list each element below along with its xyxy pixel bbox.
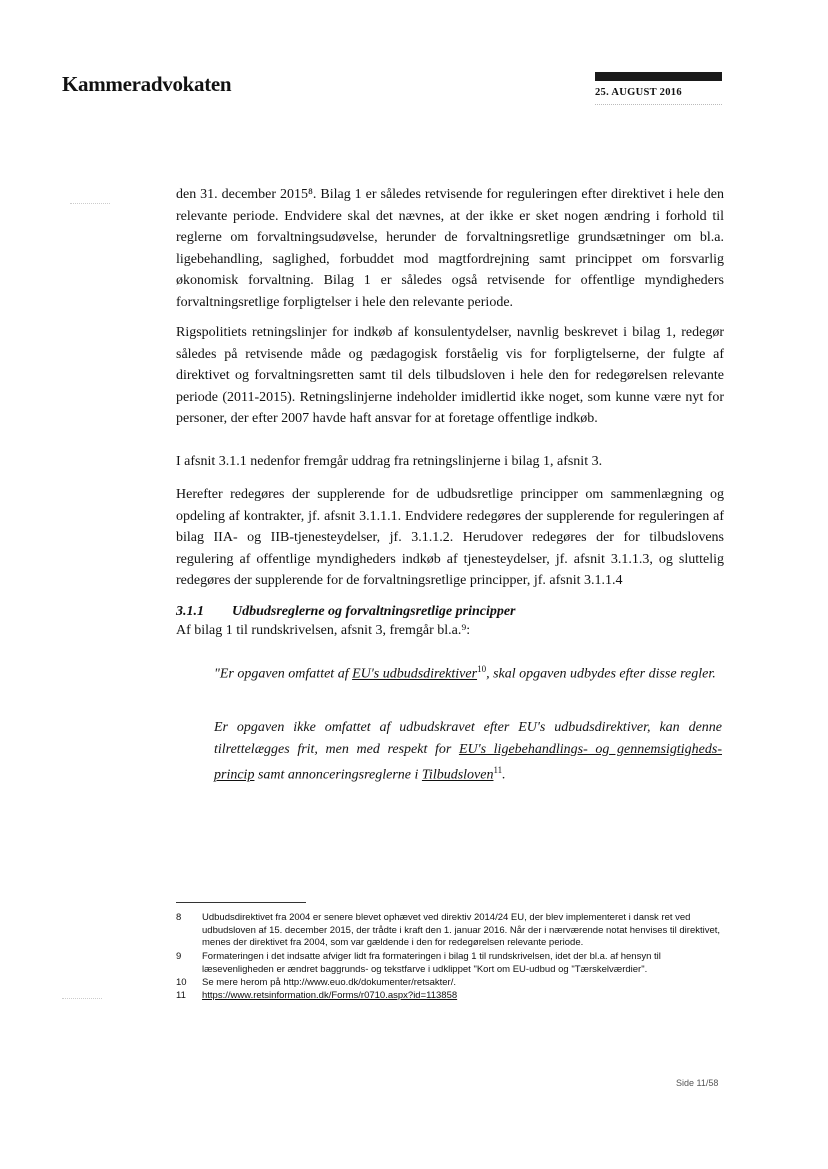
divider: [70, 203, 110, 204]
footnote-text: Formateringen i det indsatte afviger lidt fra formateringen i bilag 1 til rundskrivelsen, idet der bl.a. af hensyn til læsevenligheden er ændret baggrunds- og tekstfarve i udklippet "Kort om EU-udbud og "Tærskelværdier".: [202, 951, 661, 975]
logo: Kammeradvokaten: [62, 72, 232, 96]
block-quote: [214, 659, 722, 685]
quote-text: .: [502, 767, 506, 783]
quote-text: "Er opgaven omfattet af: [214, 666, 353, 682]
divider: [595, 104, 722, 105]
section-intro: Af bilag 1 til rundskrivelsen, afsnit 3, fremgår bl.a.⁹:: [176, 623, 471, 638]
quote-text: samt annonceringsreglerne i: [254, 767, 422, 783]
footnote: [176, 912, 724, 950]
footnote-mark: 9: [176, 951, 182, 962]
paragraph: Rigspolitiets retningslinjer for indkøb af konsulentydelser, navnlig beskrevet i bilag 1, redegør således på retvisende måde og pædagogisk forståelig vis for forpligtelserne, der fulgte af direktivet og forvaltningsretten samt til dels tilbudsloven i hele den for redegørelsen relevante periode (2011-2015). Retningslinjerne indeholder imidlertid ikke noget, som kunne være nyt for personer, der efter 2007 havde haft ansvar for at foretage offentlige indkøb.: [176, 325, 724, 427]
paragraph: den 31. december 2015⁸. Bilag 1 er således retvisende for reguleringen efter direktivet i hele den relevante periode. Endvidere skal det nævnes, at der ikke er sket nogen ændring i forhold til reglerne om forvaltningsudøvelse, herunder de forvaltningsretlige grundsætninger om bl.a. ligebehandling, saglighed, forbuddet mod magtfordrejning samt princippet om forsvarlig økonomisk forvaltning. Bilag 1 er således også retvisende for offentlige myndigheders forvaltningsretlige forpligtelser i hele den relevante periode.: [176, 187, 724, 310]
block-quote: [214, 717, 722, 786]
quote-text: Er opgaven ikke omfattet af udbudskravet efter EU's udbudsdirektiver, kan denne tilrettelægges frit, men med respekt for: [214, 720, 722, 757]
footnote: [176, 977, 724, 990]
paragraph: Herefter redegøres der supplerende for de udbudsretlige principper om sammenlægning og opdeling af kontrakter, jf. afsnit 3.1.1.1. Endvidere redegøres der supplerende for reguleringen af bilag IIA- og IIB-tjenesteydelser, jf. 3.1.1.2. Herudover redegøres der for tilbudslovens regulering af offentlige myndigheders indkøb af tjenesteydelser, jf. afsnit 3.1.1.3, og sluttelig redegøres der supplerende for de forvaltningsretlige principper, jf. afsnit 3.1.1.4: [176, 487, 724, 589]
section-title: Udbudsreglerne og forvaltningsretlige principper: [232, 604, 516, 619]
footnote-text: Udbudsdirektivet fra 2004 er senere blevet ophævet ved direktiv 2014/24 EU, der blev implementeret i dansk ret ved udbudsloven af 15. december 2015, der trådte i kraft den 1. januar 2016. Når der i nærværende notat henvises til direktivet, menes der direktivet fra 2004, som var gældende i den for redegørelsen relevante periode.: [202, 912, 721, 948]
footnote-link[interactable]: https://www.retsinformation.dk/Forms/r0710.aspx?id=113858: [202, 990, 458, 1001]
footnote-ref: 11: [493, 765, 503, 776]
quote-text: , skal opgaven udbydes efter disse regler.: [486, 666, 716, 682]
divider: [62, 998, 102, 999]
footnote-ref: 10: [477, 664, 487, 674]
footnote-divider: [176, 902, 306, 903]
footnote: [176, 990, 724, 1003]
footnote-mark: 11: [176, 990, 186, 1001]
link-equal-treatment[interactable]: EU's ligebehandlings- og gennemsigtigheds-princip: [214, 741, 722, 783]
footnote-mark: 10: [176, 977, 187, 988]
header-bar: [595, 72, 722, 81]
footnote: [176, 951, 724, 976]
paragraph: I afsnit 3.1.1 nedenfor fremgår uddrag fra retningslinjerne i bilag 1, afsnit 3.: [176, 454, 603, 469]
document-date: 25. AUGUST 2016: [595, 87, 682, 98]
section-number: 3.1.1: [176, 604, 204, 619]
section-heading: [176, 604, 516, 620]
link-eu-directives[interactable]: EU's udbudsdirektiver: [352, 666, 478, 682]
footnote-link[interactable]: Se mere herom på http://www.euo.dk/dokumenter/retsakter/.: [202, 977, 456, 988]
footnote-mark: 8: [176, 912, 182, 923]
page-number: Side 11/58: [676, 1078, 719, 1088]
link-tilbudsloven[interactable]: Tilbudsloven: [421, 767, 494, 783]
